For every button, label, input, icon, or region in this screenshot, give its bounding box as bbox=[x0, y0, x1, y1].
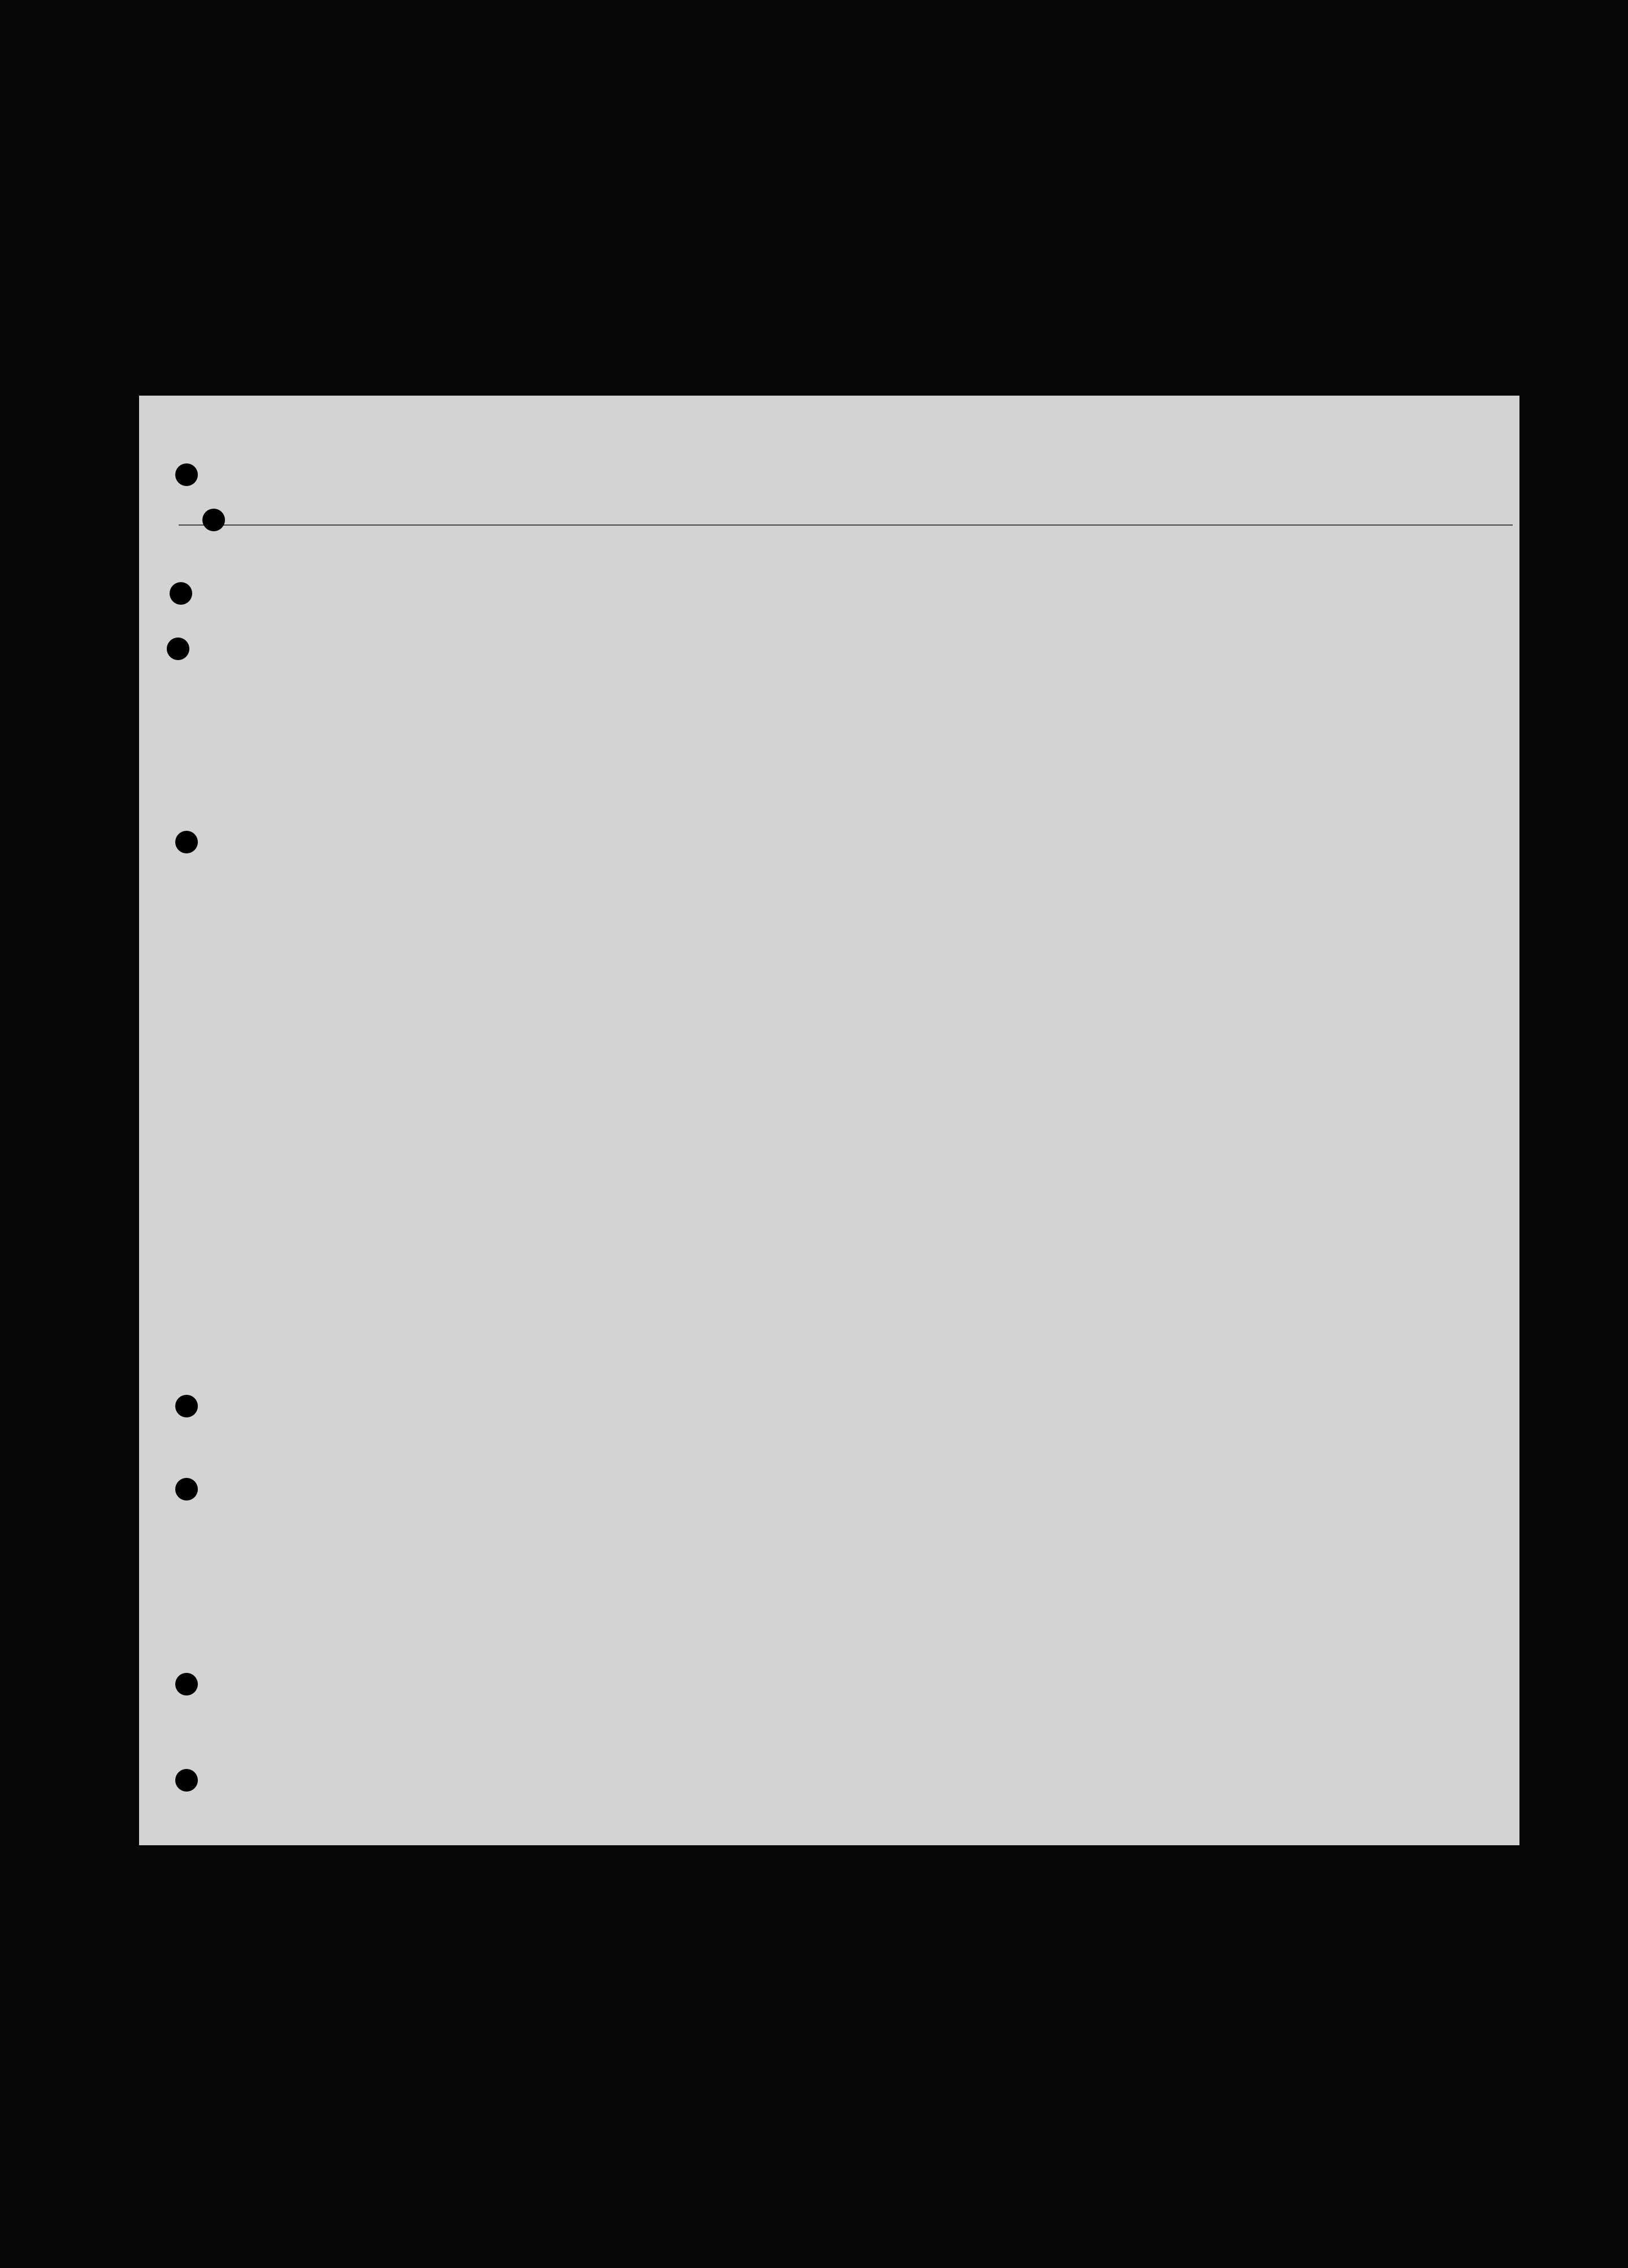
manifest-footer bbox=[235, 1752, 1507, 1792]
punch-hole bbox=[175, 1673, 198, 1695]
crew-manifest-document bbox=[139, 396, 1519, 1845]
punch-hole bbox=[175, 463, 198, 486]
punch-hole bbox=[175, 831, 198, 853]
punch-hole bbox=[202, 509, 225, 531]
sheet-number bbox=[1505, 459, 1509, 479]
punch-hole bbox=[175, 1478, 198, 1501]
punch-hole bbox=[170, 582, 192, 605]
crew-table bbox=[235, 536, 1518, 1745]
vessel-line bbox=[179, 508, 1513, 526]
punch-hole bbox=[167, 638, 189, 660]
punch-hole bbox=[175, 1395, 198, 1417]
punch-hole bbox=[175, 1769, 198, 1792]
film-edge-text bbox=[0, 34, 757, 96]
